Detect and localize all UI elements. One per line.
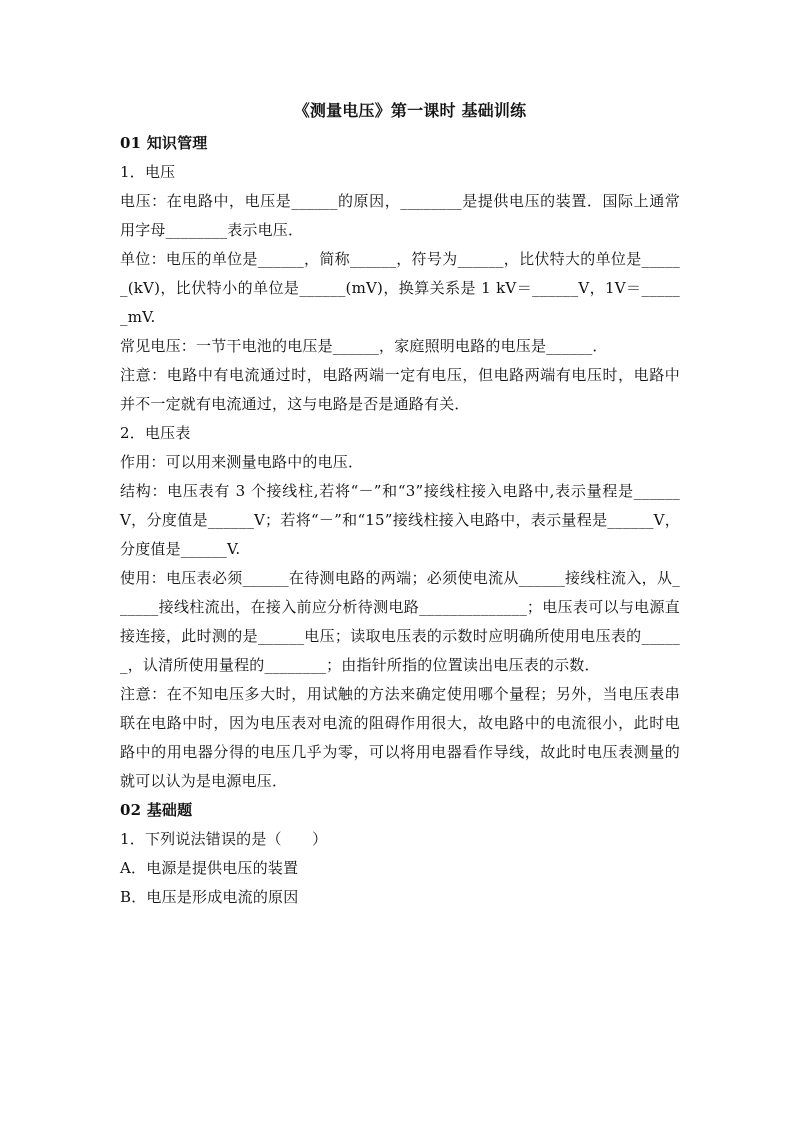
voltage-note: 注意：电路中有电流通过时，电路两端一定有电压，但电路两端有电压时，电路中并不一定就有电流通过，这与电路是否是通路有关． [120,366,680,413]
voltmeter-heading: 2．电压表 [120,424,191,442]
voltmeter-structure: 结构：电压表有 3 个接线柱,若将“－”和“3”接线柱接入电路中,表示量程是______V，分度值是______V；若将“－”和“15”接线柱接入电路中，表示量程是______V，分度值是______V. [120,482,680,558]
voltage-definition: 电压：在电路中，电压是______的原因，________是提供电压的装置．国际上通常用字母________表示电压． [120,192,680,239]
voltage-heading: 1．电压 [120,163,176,181]
voltmeter-note: 注意：在不知电压多大时，用试触的方法来确定使用哪个量程；另外，当电压表串联在电路中时，因为电压表对电流的阻碍作用很大，故电路中的电流很小，此时电路中的用电器分得的电压几乎为零，可以将用电器看作导线，故此时电压表测量的就可以认为是电源电压． [120,685,680,790]
section-heading-basic: 02 基础题 [120,801,193,819]
voltmeter-function: 作用：可以用来测量电路中的电压． [120,453,364,471]
voltmeter-usage: 使用：电压表必须______在待测电路的两端；必须使电流从______接线柱流入，从______接线柱流出，在接入前应分析待测电路______________；电压表可以与电源直接连接，此时测的是______电压；读取电压表的示数时应明确所使用电压表的______，认清所使用量程的________；由指针所指的位置读出电压表的示数． [120,569,680,674]
question-stem: 1．下列说法错误的是（ ） [120,830,328,848]
voltage-unit: 单位：电压的单位是______，简称______，符号为______，比伏特大的单位是______(kV)，比伏特小的单位是______(mV)，换算关系是 1 kV＝______V，1V＝______mV. [120,250,680,326]
document-title: 《测量电压》第一课时 基础训练 [293,101,527,120]
question-option-a: A．电源是提供电压的装置 [120,859,299,877]
question-option-b: B．电压是形成电流的原因 [120,888,299,906]
document-page [120,96,680,912]
section-heading-knowledge: 01 知识管理 [120,134,208,152]
voltage-common: 常见电压：一节干电池的电压是______，家庭照明电路的电压是______． [120,337,608,355]
